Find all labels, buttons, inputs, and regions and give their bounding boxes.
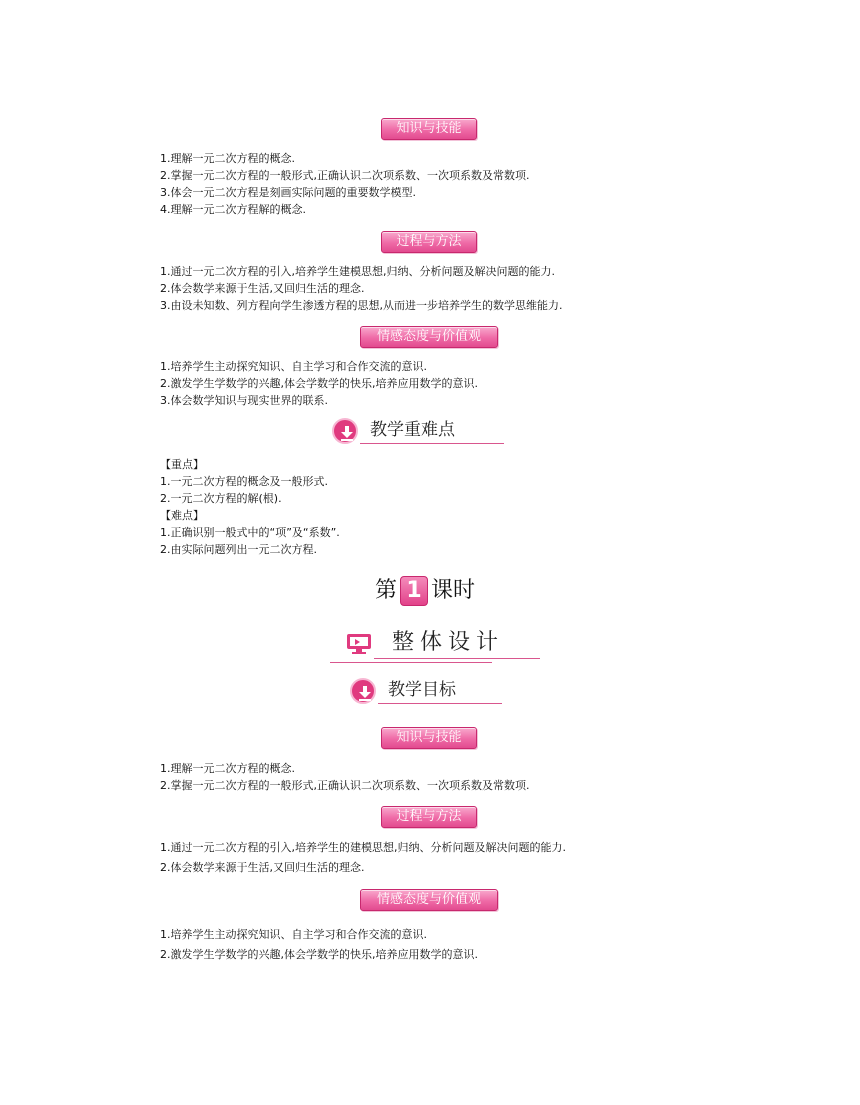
list-item: 2.掌握一元二次方程的一般形式,正确认识二次项系数、一次项系数及常数项. <box>160 779 530 792</box>
list-item: 1.理解一元二次方程的概念. <box>160 762 295 775</box>
list-item: 2.由实际问题列出一元二次方程. <box>160 543 317 556</box>
list-item: 2.激发学生学数学的兴趣,体会学数学的快乐,培养应用数学的意识. <box>160 377 478 390</box>
header-rule <box>360 443 504 444</box>
header-rule <box>330 662 492 663</box>
lesson-suffix: 课时 <box>431 578 476 603</box>
difficult-points-label: 【难点】 <box>160 509 204 522</box>
header-rule <box>378 703 502 704</box>
list-item: 3.由设未知数、列方程向学生渗透方程的思想,从而进一步培养学生的数学思维能力. <box>160 299 563 312</box>
list-item: 4.理解一元二次方程解的概念. <box>160 203 306 216</box>
list-item: 2.体会数学来源于生活,又回归生活的理念. <box>160 282 365 295</box>
difficulty-title: 教学重难点 <box>370 420 455 440</box>
list-item: 1.正确识别一般式中的“项”及“系数”. <box>160 526 340 539</box>
header-rule <box>374 658 540 659</box>
process-methods-label: 过程与方法 <box>381 806 477 828</box>
list-item: 1.培养学生主动探究知识、自主学习和合作交流的意识. <box>160 928 427 941</box>
lesson-prefix: 第 <box>375 578 398 603</box>
list-item: 2.掌握一元二次方程的一般形式,正确认识二次项系数、一次项系数及常数项. <box>160 169 530 182</box>
teaching-goals-title: 教学目标 <box>388 680 456 700</box>
attitude-values-label: 情感态度与价值观 <box>360 889 498 911</box>
list-item: 2.一元二次方程的解(根). <box>160 492 282 505</box>
key-points-label: 【重点】 <box>160 458 204 471</box>
monitor-icon <box>346 633 372 655</box>
overall-design-title: 整体设计 <box>392 630 505 655</box>
list-item: 1.培养学生主动探究知识、自主学习和合作交流的意识. <box>160 360 427 373</box>
teaching-goals-header <box>350 678 502 708</box>
knowledge-skills-label: 知识与技能 <box>381 727 477 749</box>
lesson-number: 1 <box>400 576 428 606</box>
list-item: 3.体会一元二次方程是刻画实际问题的重要数学模型. <box>160 186 416 199</box>
lesson-title <box>375 575 475 609</box>
down-arrow-icon <box>350 678 376 704</box>
knowledge-skills-label: 知识与技能 <box>381 118 477 140</box>
list-item: 1.一元二次方程的概念及一般形式. <box>160 475 328 488</box>
list-item: 2.体会数学来源于生活,又回归生活的理念. <box>160 861 365 874</box>
list-item: 2.激发学生学数学的兴趣,体会学数学的快乐,培养应用数学的意识. <box>160 948 478 961</box>
difficulty-header <box>332 418 504 448</box>
overall-design-header <box>330 627 540 663</box>
list-item: 1.通过一元二次方程的引入,培养学生的建模思想,归纳、分析问题及解决问题的能力. <box>160 841 566 854</box>
down-arrow-icon <box>332 418 358 444</box>
list-item: 3.体会数学知识与现实世界的联系. <box>160 394 328 407</box>
attitude-values-label: 情感态度与价值观 <box>360 326 498 348</box>
list-item: 1.通过一元二次方程的引入,培养学生建模思想,归纳、分析问题及解决问题的能力. <box>160 265 555 278</box>
list-item: 1.理解一元二次方程的概念. <box>160 152 295 165</box>
process-methods-label: 过程与方法 <box>381 231 477 253</box>
